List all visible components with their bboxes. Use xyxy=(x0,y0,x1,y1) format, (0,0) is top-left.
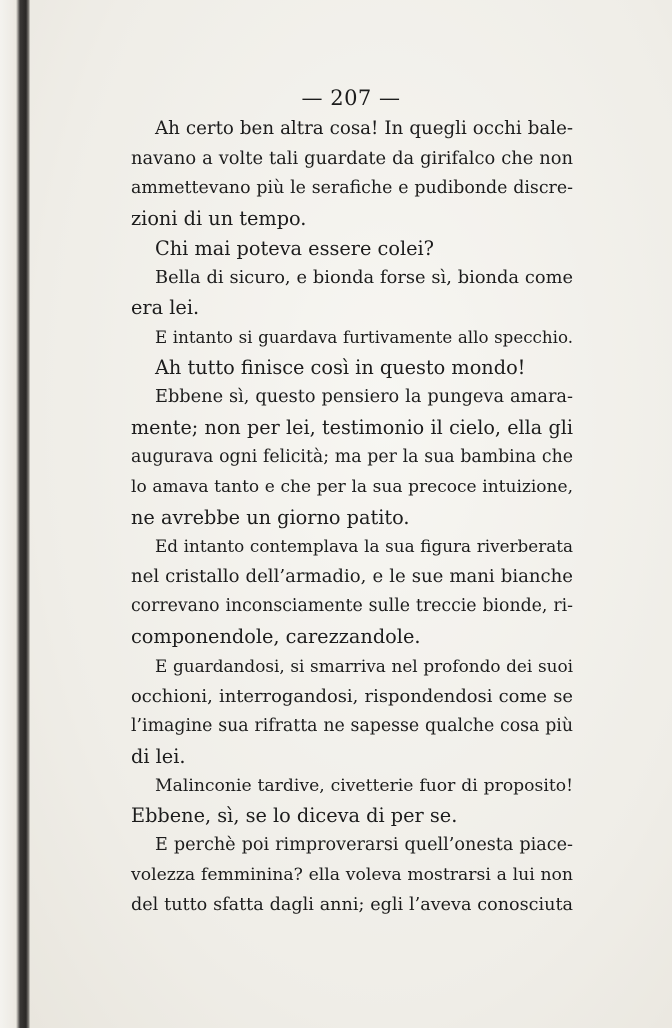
text-line: di lei. xyxy=(131,744,186,768)
text-line: Malinconie tardive, civetterie fuor di proposito! xyxy=(155,775,573,796)
text-line: correvano inconsciamente sulle treccie bionde, ri- xyxy=(131,596,573,617)
text-line: augurava ogni felicità; ma per la sua bambina che xyxy=(131,446,573,467)
text-line: Ah tutto finisce così in questo mondo! xyxy=(155,356,526,380)
text-line: Chi mai poteva essere colei? xyxy=(155,236,435,260)
book-binding-edge xyxy=(0,0,30,1028)
text-line: componendole, carezzandole. xyxy=(131,625,421,649)
text-line: zioni di un tempo. xyxy=(131,206,307,230)
text-line: Ebbene, sì, se lo diceva di per se. xyxy=(131,804,458,828)
text-line: Bella di sicuro, e bionda forse sì, bionda come xyxy=(155,267,573,289)
text-line: occhioni, interrogandosi, rispondendosi come se xyxy=(131,685,573,707)
text-line: lo amava tanto e che per la sua precoce intuizione, xyxy=(131,476,573,497)
text-line: ne avrebbe un giorno patito. xyxy=(131,505,410,529)
text-line: volezza femminina? ella voleva mostrarsi a lui non xyxy=(131,865,573,886)
text-line: del tutto sfatta dagli anni; egli l’aveva conosciuta xyxy=(131,895,573,916)
page-body-text xyxy=(131,114,573,921)
text-line: l’imagine sua rifratta ne sapesse qualche cosa più xyxy=(131,715,573,736)
text-line: ammettevano più le serafiche e pudibonde discre- xyxy=(131,177,573,198)
text-line: era lei. xyxy=(131,296,200,320)
text-line: E perchè poi rimproverarsi quell’onesta piace- xyxy=(155,835,573,856)
text-line: E guardandosi, si smarriva nel profondo dei suoi xyxy=(155,656,573,677)
text-line: mente; non per lei, testimonio il cielo, ella gli xyxy=(131,415,573,439)
text-line: Ebbene sì, questo pensiero la pungeva amara- xyxy=(155,387,573,408)
text-line: navano a volte tali guardate da girifalco che non xyxy=(131,147,573,169)
text-line: nel cristallo dell’armadio, e le sue mani bianche xyxy=(131,566,573,588)
page-number: — 207 — xyxy=(301,86,401,110)
text-line: Ah certo ben altra cosa! In quegli occhi bale- xyxy=(155,118,573,139)
text-line: Ed intanto contemplava la sua figura riverberata xyxy=(155,536,573,557)
text-line: E intanto si guardava furtivamente allo specchio. xyxy=(155,328,573,348)
